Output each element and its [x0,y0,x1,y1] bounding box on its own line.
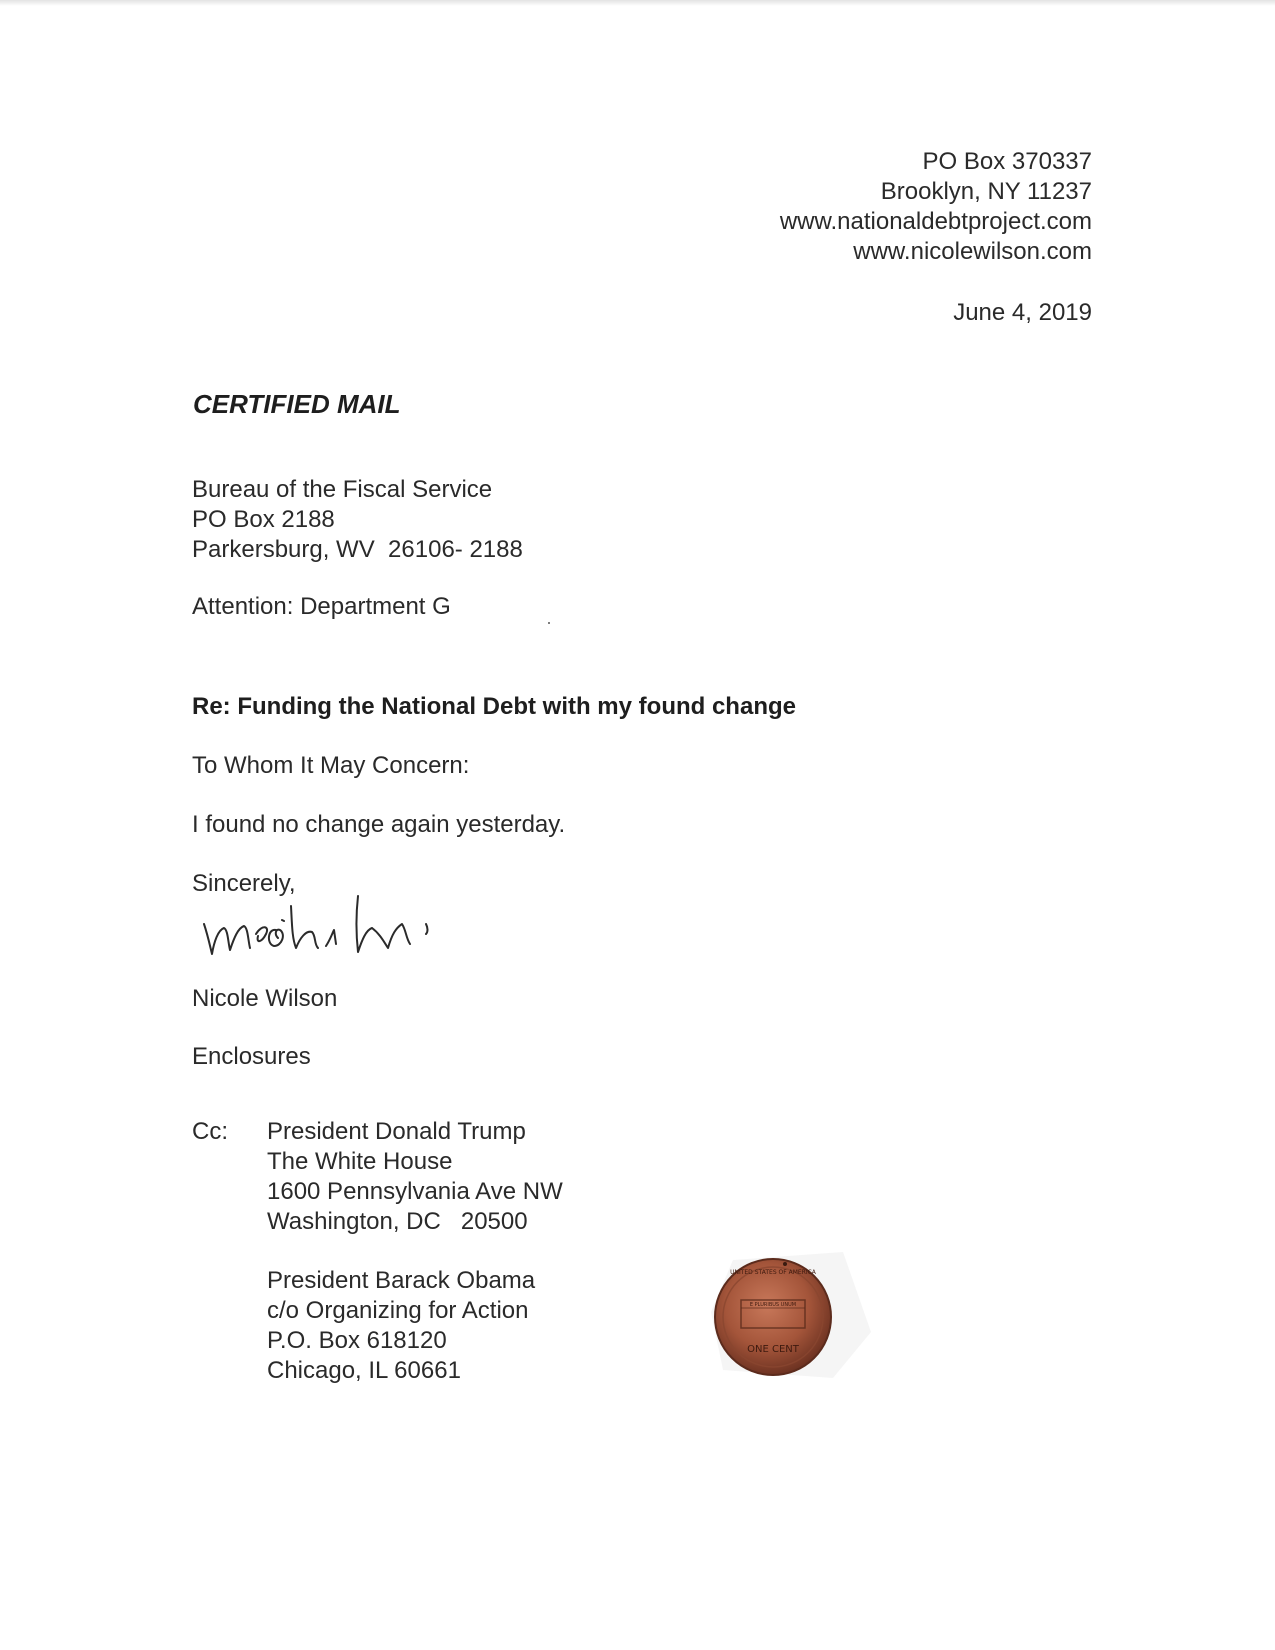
coin-country-text: UNITED STATES OF AMERICA [730,1269,816,1276]
cc-recipient-2-line-name: President Barack Obama [267,1267,536,1294]
scan-speck [548,622,550,624]
recipient-line-city: Parkersburg, WV 26106- 2188 [192,536,523,563]
penny-coin [715,1259,831,1375]
letter-date: June 4, 2019 [953,299,1092,326]
coin-motto: E PLURIBUS UNUM [749,1302,797,1308]
recipient-line-po-box: PO Box 2188 [192,506,335,533]
handwritten-signature [196,894,456,974]
signer-name: Nicole Wilson [192,985,338,1012]
sender-line-po-box: PO Box 370337 [922,148,1092,175]
subject-line: Re: Funding the National Debt with my found change [192,693,796,720]
sender-line-website-1: www.nationaldebtproject.com [779,208,1092,235]
cc-recipient-2-line-org: c/o Organizing for Action [267,1297,529,1324]
closing: Sincerely, [192,870,296,897]
enclosures-label: Enclosures [192,1043,311,1070]
sender-line-website-2: www.nicolewilson.com [853,238,1092,265]
cc-recipient-1-line-city: Washington, DC 20500 [267,1208,528,1235]
coin-denomination: ONE CENT [747,1344,799,1355]
cc-recipient-2-line-pobox: P.O. Box 618120 [267,1327,447,1354]
cc-recipient-1-line-street: 1600 Pennsylvania Ave NW [267,1178,563,1205]
salutation: To Whom It May Concern: [192,752,470,779]
cc-recipient-1-line-org: The White House [267,1148,453,1175]
cc-recipient-1-line-name: President Donald Trump [267,1118,526,1145]
recipient-line-name: Bureau of the Fiscal Service [192,476,493,503]
recipient-address [192,475,523,565]
attention-line: Attention: Department G [192,593,451,620]
cc-recipient-2-line-city: Chicago, IL 60661 [267,1357,461,1384]
taped-penny [693,1252,873,1382]
certified-mail-heading: CERTIFIED MAIL [193,389,401,419]
cc-label: Cc: [192,1118,228,1145]
letter-body: I found no change again yesterday. [192,811,566,838]
sender-line-city: Brooklyn, NY 11237 [880,178,1092,205]
sender-address [780,147,1092,267]
cc-recipient-2 [267,1266,535,1386]
scan-edge [0,0,1275,6]
cc-recipient-1 [267,1117,563,1237]
